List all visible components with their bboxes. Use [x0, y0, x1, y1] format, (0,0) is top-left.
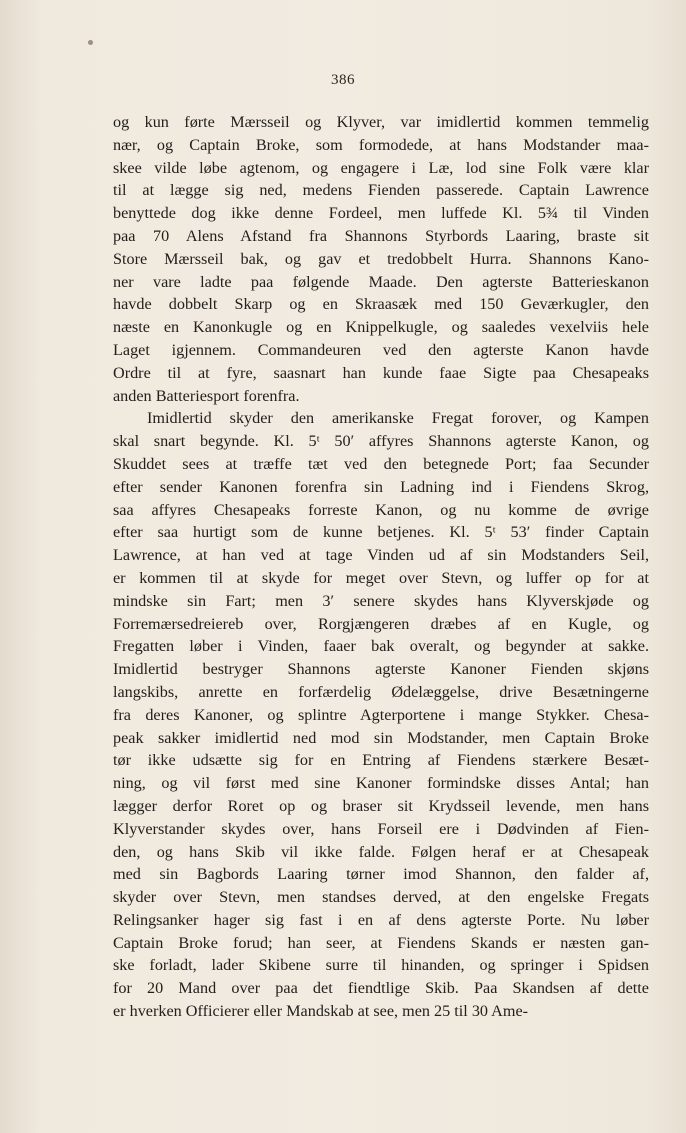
body-text	[113, 111, 649, 1023]
text-line: saa affyres Chesapeaks forreste Kanon, og nu komme de øvrige	[113, 500, 649, 519]
text-line: Skuddet sees at træffe tæt ved den betegnede Port; faa Secunder	[113, 454, 649, 473]
text-line: er kommen til at skyde for meget over Stevn, og luffer op for at	[113, 568, 649, 587]
text-line: havde dobbelt Skarp og en Skraasæk med 150 Geværkugler, den	[113, 295, 649, 314]
text-line: skyder over Stevn, men standses derved, at den engelske Fregats	[113, 888, 649, 907]
text-line: for 20 Mand over paa det fiendtlige Skib. Paa Skandsen af dette	[113, 979, 649, 998]
text-line: skee vilde løbe agtenom, og engagere i Læ, lod sine Folk være klar	[113, 158, 649, 177]
text-line: ning, og vil først med sine Kanoner formindske disses Antal; han	[113, 774, 649, 793]
text-line: Fregatten løber i Vinden, faaer bak overalt, og begynder at sakke.	[113, 637, 649, 656]
text-line: efter sender Kanonen forenfra sin Ladning ind i Fiendens Skrog,	[113, 477, 649, 496]
text-line: næste en Kanonkugle og en Knippelkugle, og saaledes vexelviis hele	[113, 318, 649, 337]
text-line: ner vare ladte paa følgende Maade. Den agterste Batterieskanon	[113, 272, 649, 291]
text-line: ske forladt, lader Skibene surre til hinanden, og springer i Spidsen	[113, 956, 649, 975]
text-line: Imidlertid skyder den amerikanske Fregat forover, og Kampen	[147, 409, 649, 428]
text-line: fra deres Kanoner, og splintre Agterportene i mange Stykker. Chesa-	[113, 705, 649, 724]
text-line: lægger derfor Roret op og braser sit Krydsseil levende, men hans	[113, 796, 649, 815]
text-line: skal snart begynde. Kl. 5ᵗ 50′ affyres Shannons agterste Kanon, og	[113, 432, 649, 451]
text-line: tør ikke udsætte sig for en Entring af Fiendens stærkere Besæt-	[113, 751, 649, 770]
text-line: Laget igjennem. Commandeuren ved den agterste Kanon havde	[113, 340, 649, 359]
text-line: paa 70 Alens Afstand fra Shannons Styrbords Laaring, braste sit	[113, 226, 649, 245]
text-line: til at lægge sig ned, medens Fienden passerede. Captain Lawrence	[113, 181, 649, 200]
text-line: langskibs, anrette en forfærdelig Ødelæggelse, drive Besætningerne	[113, 682, 649, 701]
text-line: Captain Broke forud; han seer, at Fiendens Skands er næsten gan-	[113, 933, 649, 952]
text-line: Klyverstander skydes over, hans Forseil ere i Dødvinden af Fien-	[113, 819, 649, 838]
text-line: Imidlertid bestryger Shannons agterste Kanoner Fienden skjøns	[113, 660, 649, 679]
text-line: benyttede dog ikke denne Fordeel, men luffede Kl. 5¾ til Vinden	[113, 204, 649, 223]
text-line: er hverken Officierer eller Mandskab at see, men 25 til 30 Ame-	[113, 1002, 529, 1021]
text-line: peak sakker imidlertid ned mod sin Modstander, men Captain Broke	[113, 728, 649, 747]
text-line: anden Batteriesport forenfra.	[113, 386, 300, 405]
paper-spot	[88, 40, 93, 45]
text-line: mindske sin Fart; men 3′ senere skydes hans Klyverskjøde og	[113, 591, 649, 610]
text-line: den, og hans Skib vil ikke falde. Følgen heraf er at Chesapeak	[113, 842, 649, 861]
page-number: 386	[331, 72, 355, 88]
text-line: Lawrence, at han ved at tage Vinden ud af sin Modstanders Seil,	[113, 546, 649, 565]
text-line: Store Mærsseil bak, og gav et tredobbelt Hurra. Shannons Kano-	[113, 249, 649, 268]
text-line: efter saa hurtigt som de kunne betjenes. Kl. 5ᵗ 53′ finder Captain	[113, 523, 649, 542]
text-line: nær, og Captain Broke, som formodede, at hans Modstander maa-	[113, 135, 649, 154]
text-line: med sin Bagbords Laaring tørner imod Shannon, den falder af,	[113, 865, 649, 884]
text-line: Ordre til at fyre, saasnart han kunde faae Sigte paa Chesapeaks	[113, 363, 649, 382]
text-line: og kun førte Mærsseil og Klyver, var imidlertid kommen temmelig	[113, 113, 649, 131]
text-line: Forremærsedreiereb over, Rorgjængeren dræbes af en Kugle, og	[113, 614, 649, 633]
text-line: Relingsanker hager sig fast i en af dens agterste Porte. Nu løber	[113, 910, 649, 929]
